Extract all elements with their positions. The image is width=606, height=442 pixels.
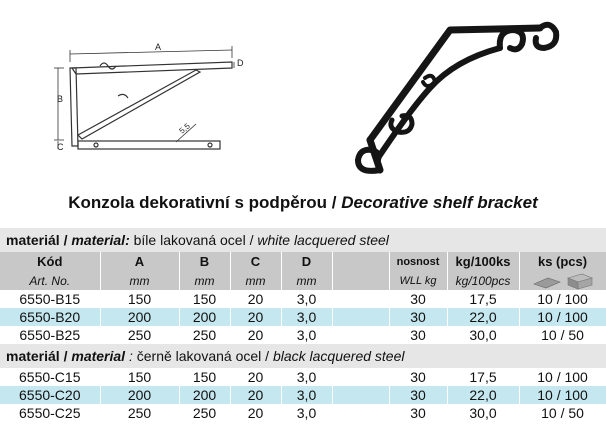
col-header-a: A [100, 252, 179, 271]
cell-wll: 30 [389, 308, 447, 326]
table-row [0, 404, 606, 422]
cell-b: 150 [179, 290, 230, 308]
cell-weight: 17,5 [447, 368, 519, 386]
dim-a-label: A [155, 42, 162, 52]
dim-c-label: C [57, 142, 64, 152]
cell-code: 6550-C15 [0, 368, 100, 386]
col-subheader-artno: Art. No. [0, 271, 100, 290]
title-separator: / [327, 193, 342, 212]
cell-wll: 30 [389, 326, 447, 344]
cell-a: 250 [100, 404, 179, 422]
cell-weight: 22,0 [447, 386, 519, 404]
col-subheader-empty [332, 271, 389, 290]
col-subheader-a-unit: mm [100, 271, 179, 290]
dim-b-label: B [57, 94, 64, 104]
col-header-b: B [179, 252, 230, 271]
col-subheader-pcs [519, 271, 606, 290]
material-value-cz: černě lakovaná ocel [136, 348, 262, 364]
material-separator: / [261, 348, 273, 364]
cell-empty [332, 308, 389, 326]
cell-a: 200 [100, 386, 179, 404]
cell-pcs: 10 / 50 [519, 404, 606, 422]
hole-size-label: 5,5 [177, 121, 192, 136]
cell-code: 6550-C25 [0, 404, 100, 422]
dim-d-label: D [237, 58, 244, 68]
col-header-c: C [230, 252, 281, 271]
cell-d: 3,0 [281, 326, 332, 344]
cell-wll: 30 [389, 368, 447, 386]
cell-b: 250 [179, 326, 230, 344]
cell-c: 20 [230, 404, 281, 422]
cell-a: 150 [100, 368, 179, 386]
material-label-en: material [71, 348, 126, 364]
cell-code: 6550-B15 [0, 290, 100, 308]
cell-wll: 30 [389, 404, 447, 422]
product-title [0, 190, 606, 216]
material-colon: : [125, 348, 133, 364]
cell-d: 3,0 [281, 386, 332, 404]
col-header-nosnost: nosnost [389, 252, 447, 271]
cell-c: 20 [230, 326, 281, 344]
cell-a: 150 [100, 290, 179, 308]
cell-c: 20 [230, 290, 281, 308]
cell-a: 200 [100, 308, 179, 326]
material-row-white [0, 228, 606, 252]
cell-empty [332, 386, 389, 404]
cell-empty [332, 290, 389, 308]
col-header-kod: Kód [0, 252, 100, 271]
cell-empty [332, 326, 389, 344]
cell-pcs: 10 / 100 [519, 368, 606, 386]
col-header-weight: kg/100ks [447, 252, 519, 271]
material-label-en: material: [71, 232, 130, 248]
cell-empty [332, 368, 389, 386]
cell-empty [332, 404, 389, 422]
cell-pcs: 10 / 50 [519, 326, 606, 344]
col-subheader-d-unit: mm [281, 271, 332, 290]
col-header-pcs: ks (pcs) [519, 252, 606, 271]
cell-weight: 30,0 [447, 326, 519, 344]
cell-pcs: 10 / 100 [519, 386, 606, 404]
material-value-en: white lacquered steel [257, 232, 389, 248]
cell-d: 3,0 [281, 290, 332, 308]
cell-a: 250 [100, 326, 179, 344]
cell-d: 3,0 [281, 404, 332, 422]
cell-b: 150 [179, 368, 230, 386]
title-en: Decorative shelf bracket [341, 193, 538, 212]
col-subheader-wll: WLL kg [389, 271, 447, 290]
cell-pcs: 10 / 100 [519, 290, 606, 308]
cell-weight: 30,0 [447, 404, 519, 422]
cell-b: 200 [179, 308, 230, 326]
col-subheader-b-unit: mm [179, 271, 230, 290]
cell-c: 20 [230, 386, 281, 404]
cell-d: 3,0 [281, 308, 332, 326]
cell-b: 250 [179, 404, 230, 422]
table-header-row-1 [0, 252, 606, 271]
material-label-cz: materiál / [6, 232, 68, 248]
cell-weight: 17,5 [447, 290, 519, 308]
cell-pcs: 10 / 100 [519, 308, 606, 326]
table-row [0, 290, 606, 308]
table-row [0, 326, 606, 344]
cell-code: 6550-B25 [0, 326, 100, 344]
bracket-photo [0, 0, 606, 190]
cell-code: 6550-C20 [0, 386, 100, 404]
table-header-row-2 [0, 271, 606, 290]
cell-d: 3,0 [281, 368, 332, 386]
cell-code: 6550-B20 [0, 308, 100, 326]
cell-wll: 30 [389, 290, 447, 308]
title-cz: Konzola dekorativní s podpěrou [68, 193, 328, 212]
material-row-black [0, 344, 606, 368]
col-header-empty [332, 252, 389, 271]
cell-b: 200 [179, 386, 230, 404]
table-row [0, 386, 606, 404]
table-row [0, 308, 606, 326]
col-header-d: D [281, 252, 332, 271]
col-subheader-weight: kg/100pcs [447, 271, 519, 290]
col-subheader-c-unit: mm [230, 271, 281, 290]
spec-table [0, 228, 606, 422]
cell-weight: 22,0 [447, 308, 519, 326]
cell-c: 20 [230, 368, 281, 386]
material-value-cz: bíle lakovaná ocel [133, 232, 246, 248]
cell-wll: 30 [389, 386, 447, 404]
material-separator: / [245, 232, 258, 248]
table-row [0, 368, 606, 386]
material-label-cz: materiál / [6, 348, 68, 364]
cell-c: 20 [230, 308, 281, 326]
package-icon [530, 272, 596, 290]
material-value-en: black lacquered steel [272, 348, 405, 364]
